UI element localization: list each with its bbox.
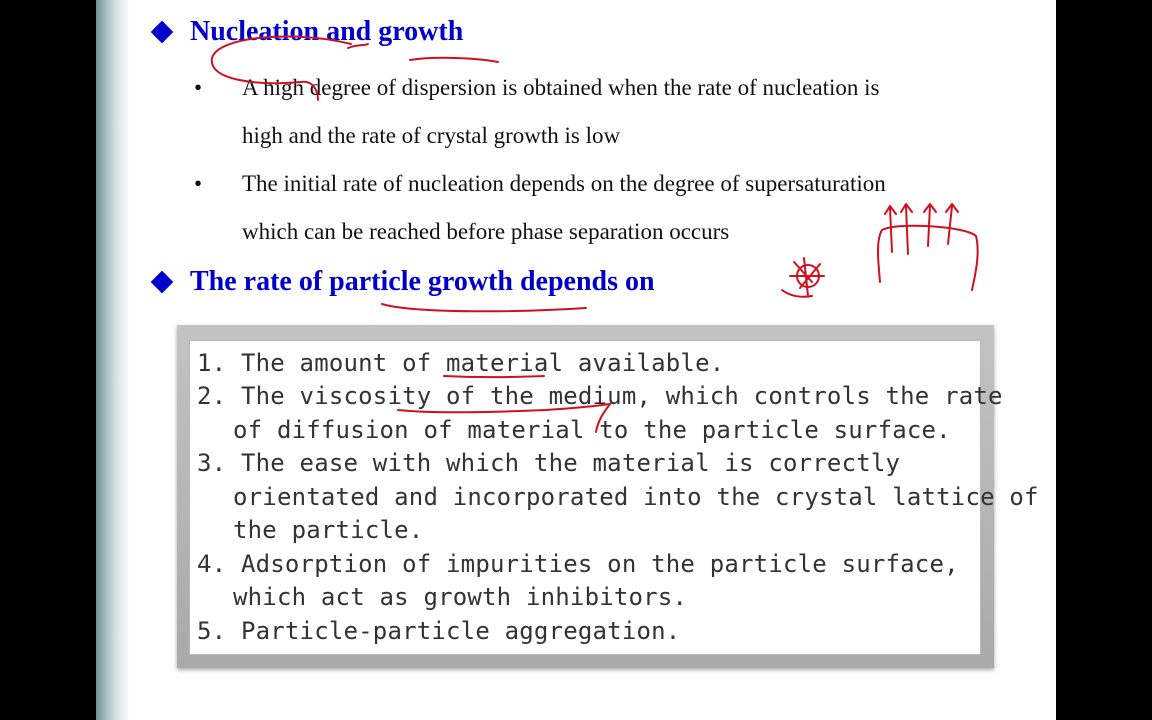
- section-heading-particle-growth: [150, 266, 655, 298]
- section-heading-nucleation: [150, 16, 463, 48]
- heading-text: Nucleation and growth: [190, 16, 464, 47]
- textbook-excerpt-figure: [177, 325, 1039, 668]
- excerpt-line: orientated and incorporated into the crystal lattice of: [233, 483, 1039, 511]
- excerpt-line: 3. The ease with which the material is correctly: [197, 449, 901, 477]
- excerpt-line: 1. The amount of material available.: [197, 349, 725, 377]
- bullet-dot: •: [194, 171, 203, 196]
- excerpt-content: [189, 340, 1039, 655]
- bullet-line: The initial rate of nucleation depends on the degree of supersaturation: [242, 171, 886, 196]
- annotation-underline-particle-growth: [382, 304, 586, 311]
- annotation-sketch-cluster: [782, 258, 824, 297]
- heading-text: The rate of particle growth depends on: [190, 266, 655, 297]
- excerpt-line: 2. The viscosity of the medium, which controls the rate: [197, 382, 1003, 410]
- excerpt-line: which act as growth inhibitors.: [233, 583, 688, 611]
- slide: [96, 0, 1056, 720]
- diamond-bullet-icon: [151, 271, 174, 294]
- bullet-line: which can be reached before phase separation occurs: [242, 219, 730, 244]
- excerpt-line: 5. Particle-particle aggregation.: [197, 617, 681, 645]
- bullet-dot: •: [194, 75, 203, 100]
- excerpt-line: the particle.: [233, 516, 424, 544]
- bullet-line: high and the rate of crystal growth is low: [242, 123, 621, 148]
- annotation-sketch-container: [878, 204, 978, 290]
- excerpt-line: 4. Adsorption of impurities on the particle surface,: [197, 550, 959, 578]
- excerpt-line: of diffusion of material to the particle surface.: [233, 416, 951, 444]
- annotation-underline-growth: [410, 58, 498, 62]
- bullet-line: A high degree of dispersion is obtained when the rate of nucleation is: [242, 75, 880, 100]
- diamond-bullet-icon: [151, 21, 174, 44]
- slide-gradient-edge: [96, 0, 130, 720]
